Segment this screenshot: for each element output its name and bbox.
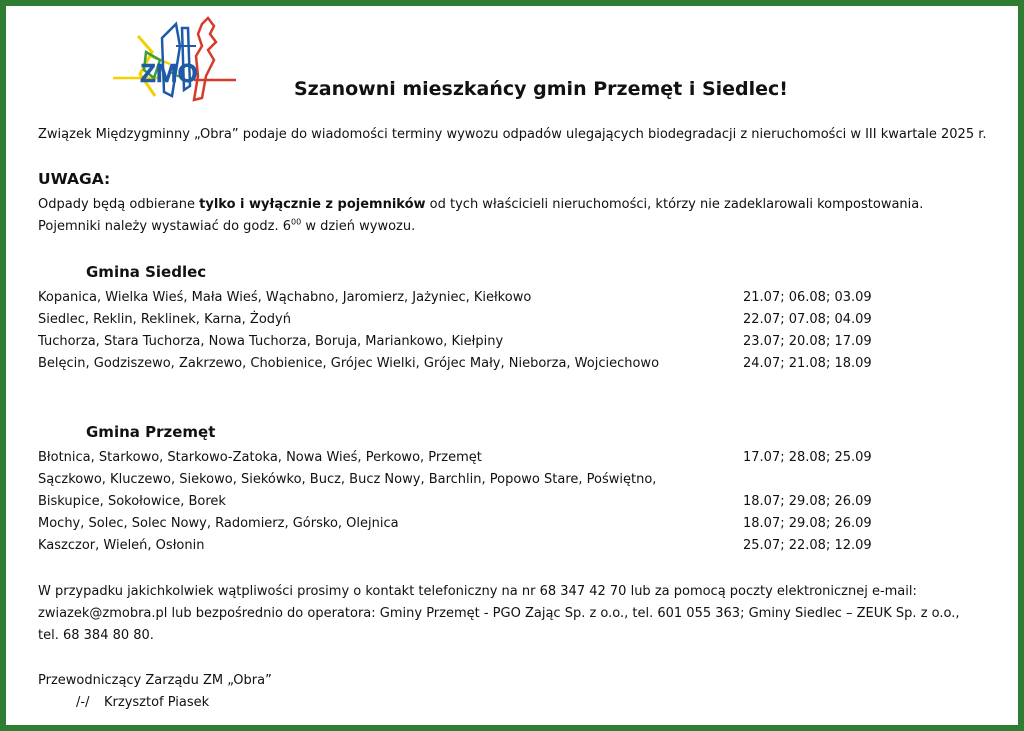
village-list: Siedlec, Reklin, Reklinek, Karna, Żodyń: [38, 312, 291, 327]
uwaga-line-2-before: Pojemniki należy wystawiać do godz. 6: [38, 219, 291, 234]
collection-dates: 23.07; 20.08; 17.09: [743, 334, 872, 349]
schedule-row: [38, 287, 878, 309]
village-list: Belęcin, Godziszewo, Zakrzewo, Chobienice, Grójec Wielki, Grójec Mały, Nieborza, Wojciechowo: [38, 356, 660, 371]
village-list: Tuchorza, Stara Tuchorza, Nowa Tuchorza, Boruja, Mariankowo, Kiełpiny: [38, 334, 504, 349]
intro-text: Związek Międzygminny „Obra” podaje do wiadomości terminy wywozu odpadów ulegających biodegradacji z nieruchomości w III kwartale 2025 r.: [38, 127, 987, 142]
village-list: Sączkowo, Kluczewo, Siekowo, Siekówko, Bucz, Bucz Nowy, Barchlin, Popowo Stare, Poświętno,: [38, 472, 657, 487]
zmo-logo: [110, 16, 240, 106]
collection-dates: 18.07; 29.08; 26.09: [743, 516, 872, 531]
signature-role: Przewodniczący Zarządu ZM „Obra”: [38, 673, 272, 688]
collection-dates: 21.07; 06.08; 03.09: [743, 290, 872, 305]
contact-line-3: tel. 68 384 80 80.: [38, 628, 154, 643]
collection-dates: 22.07; 07.08; 04.09: [743, 312, 872, 327]
uwaga-line-1: [38, 194, 923, 216]
village-list: Błotnica, Starkowo, Starkowo-Zatoka, Nowa Wieś, Perkowo, Przemęt: [38, 450, 482, 465]
signature-mark: /-/: [76, 695, 90, 710]
schedule-row: [38, 535, 878, 557]
collection-dates: 25.07; 22.08; 12.09: [743, 538, 872, 553]
schedule-row: [38, 513, 878, 535]
contact-line-2: zwiazek@zmobra.pl lub bezpośrednio do operatora: Gminy Przemęt - PGO Zając Sp. z o.o., tel. 601 055 363; Gminy Siedlec – ZEUK Sp. z o.o.,: [38, 606, 960, 621]
uwaga-line-1-before: Odpady będą odbierane: [38, 197, 200, 212]
collection-dates: 24.07; 21.08; 18.09: [743, 356, 872, 371]
signature-name: Krzysztof Piasek: [104, 695, 210, 710]
schedule-row: [38, 491, 878, 513]
gmina-przemet-title: Gmina Przemęt: [86, 423, 216, 441]
uwaga-line-2-after: w dzień wywozu.: [301, 219, 416, 234]
collection-dates: 17.07; 28.08; 25.09: [743, 450, 872, 465]
uwaga-line-2-sup: 00: [291, 217, 302, 227]
village-list: Kopanica, Wielka Wieś, Mała Wieś, Wąchabno, Jaromierz, Jażyniec, Kiełkowo: [38, 290, 532, 305]
uwaga-line-1-after: od tych właścicieli nieruchomości, którzy nie zadeklarowali kompostowania.: [425, 197, 924, 212]
schedule-row: [38, 331, 878, 353]
zmo-logo-icon: [110, 16, 240, 106]
village-list: Kaszczor, Wieleń, Osłonin: [38, 538, 205, 553]
village-list: Biskupice, Sokołowice, Borek: [38, 494, 226, 509]
gmina-siedlec-title: Gmina Siedlec: [86, 263, 207, 281]
schedule-row: [38, 447, 878, 469]
logo-text: ZMO: [140, 58, 198, 88]
page-title: Szanowni mieszkańcy gmin Przemęt i Siedlec!: [294, 78, 788, 100]
village-list: Mochy, Solec, Solec Nowy, Radomierz, Górsko, Olejnica: [38, 516, 399, 531]
schedule-row: [38, 353, 878, 375]
collection-dates: 18.07; 29.08; 26.09: [743, 494, 872, 509]
uwaga-line-1-bold: tylko i wyłącznie z pojemników: [199, 197, 426, 212]
schedule-row: [38, 309, 878, 331]
uwaga-label: UWAGA:: [38, 170, 111, 188]
schedule-row: [38, 469, 878, 491]
contact-line-1: W przypadku jakichkolwiek wątpliwości prosimy o kontakt telefoniczny na nr 68 347 42 70 lub za pomocą poczty elektronicznej e-mail:: [38, 584, 917, 599]
uwaga-line-2: [38, 216, 415, 238]
